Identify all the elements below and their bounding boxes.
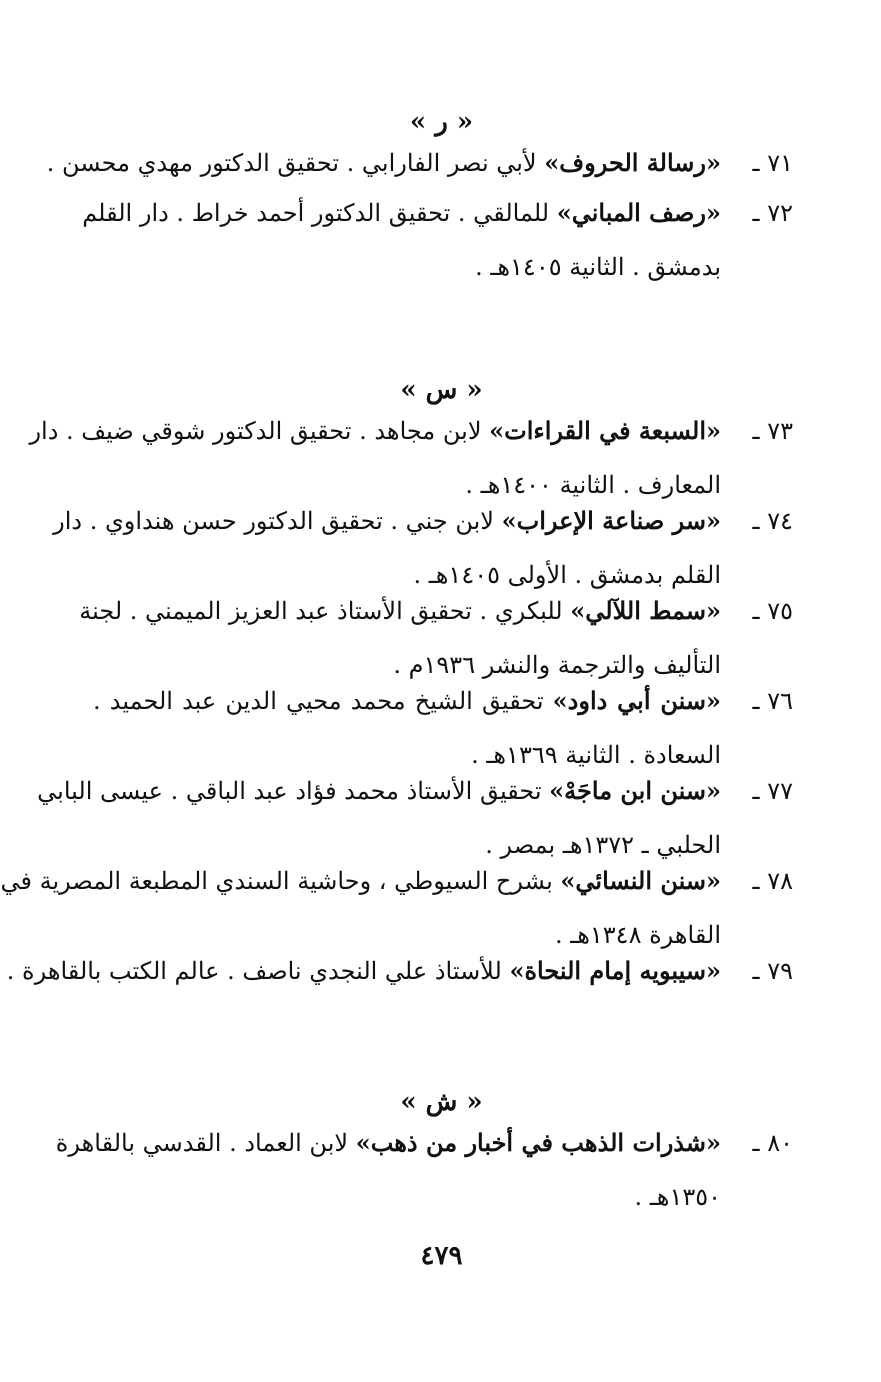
entry-number: ٧٢ ـ (752, 199, 793, 227)
section-heading-sin: « س » (400, 375, 483, 405)
entry-text-continuation: القلم بدمشق . الأولى ١٤٠٥هـ . (413, 561, 721, 589)
entry-text: للأستاذ علي النجدي ناصف . عالم الكتب بالقاهرة . (6, 957, 502, 985)
entry-title: «سمط اللآلي» (570, 596, 721, 625)
entry-title: «رسالة الحروف» (544, 148, 721, 177)
entry-title: «سنن ابن ماجَهْ» (549, 776, 721, 805)
entry-text-continuation: المعارف . الثانية ١٤٠٠هـ . (465, 471, 721, 499)
entry-text-continuation: التأليف والترجمة والنشر ١٩٣٦م . (393, 651, 721, 679)
entry-text: تحقيق الأستاذ محمد فؤاد عبد الباقي . عيسى البابي (37, 777, 542, 805)
entry-number: ٧٤ ـ (752, 507, 793, 535)
entry-72 (82, 186, 793, 294)
entry-text: لابن مجاهد . تحقيق الدكتور شوقي ضيف . دار (29, 417, 482, 445)
entry-number: ٧١ ـ (752, 149, 793, 177)
entry-text: للبكري . تحقيق الأستاذ عبد العزيز الميمني . لجنة (79, 597, 563, 625)
entry-title: «شذرات الذهب في أخبار من ذهب» (355, 1128, 721, 1157)
entry-number: ٧٩ ـ (752, 957, 793, 985)
entry-text: لابن جني . تحقيق الدكتور حسن هنداوي . دار (53, 507, 494, 535)
entry-number: ٧٦ ـ (752, 687, 793, 715)
entry-title: «سر صناعة الإعراب» (501, 506, 721, 535)
entry-text: تحقيق الشيخ محمد محيي الدين عبد الحميد . (93, 687, 544, 715)
entry-number: ٧٧ ـ (752, 777, 793, 805)
entry-number: ٨٠ ـ (752, 1129, 793, 1157)
entry-text: لأبي نصر الفارابي . تحقيق الدكتور مهدي محسن . (46, 149, 537, 177)
page-number: ٤٧٩ (420, 1241, 463, 1271)
entry-text: بشرح السيوطي ، وحاشية السندي المطبعة المصرية في (0, 867, 553, 895)
entry-text-continuation: بدمشق . الثانية ١٤٠٥هـ . (475, 253, 721, 281)
section-heading-shin: « ش » (400, 1087, 483, 1117)
entry-title: «سنن النسائي» (560, 866, 721, 895)
entry-title: «السبعة في القراءات» (489, 416, 721, 445)
entry-text-continuation: ١٣٥٠هـ . (634, 1183, 721, 1211)
entry-79 (6, 944, 793, 998)
document-page (2, 0, 881, 1382)
entry-title: «سنن أبي داود» (552, 686, 721, 715)
entry-71 (46, 136, 793, 190)
entry-number: ٧٣ ـ (752, 417, 793, 445)
entry-text: لابن العماد . القدسي بالقاهرة (55, 1129, 349, 1157)
entry-80 (55, 1116, 793, 1224)
entry-text-continuation: السعادة . الثانية ١٣٦٩هـ . (471, 741, 721, 769)
entry-text-continuation: الحلبي ـ ١٣٧٢هـ بمصر . (485, 831, 721, 859)
entry-number: ٧٨ ـ (752, 867, 793, 895)
entry-title: «سيبويه إمام النحاة» (509, 956, 721, 985)
entry-text: للمالقي . تحقيق الدكتور أحمد خراط . دار القلم (82, 199, 550, 227)
section-heading-ra: « ر » (409, 107, 474, 137)
entry-number: ٧٥ ـ (752, 597, 793, 625)
entry-text-continuation: القاهرة ١٣٤٨هـ . (554, 921, 721, 949)
entry-title: «رصف المباني» (556, 198, 721, 227)
